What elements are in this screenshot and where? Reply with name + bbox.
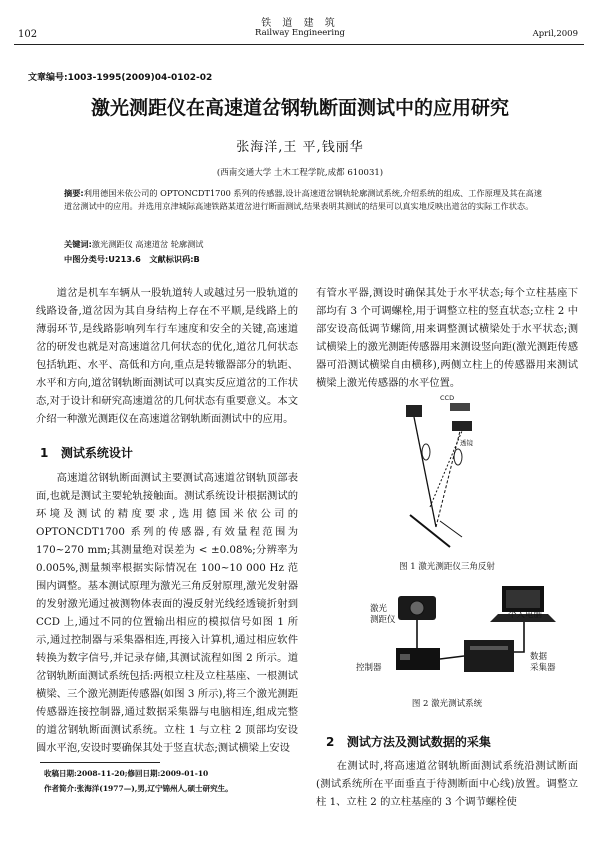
section-1-body	[36, 469, 298, 757]
keywords-label: 关键词:	[64, 239, 92, 249]
section-1-text: 高速道岔钢轨断面测试主要测试高速道岔钢轨顶部表面,也就是测试主要轮轨接触面。测试系统设计根据测试的环境及测试的精度要求,选用德国米依公司的 OPTONCDT1700 系列的传感器,有效量程范围为 170~270 mm;其测量绝对误差为 < ±0.08%;分辨率为 0.005%,测量频率根据实际情况在 100~10 000 Hz 范围内调整。基本测试原理为激光三角反射原理,激光发射器的发射激光通过被测物体表面的漫反射光线经透镜折射到 CCD 上,通过不同的位置输出相应的模拟信号如图 1 所示,通过控制器与采集器相连,再接入计算机,通过相应软件转换为数字信号,并记录存储,其测试流程如图 2 所示。道岔钢轨断面测试系统包括:两根立柱及立柱基座、一根测试横梁、三个激光测距传感器(如图 3 所示),将三个激光测距传感器连接控制器,通过数据采集器与电脑相连,组成完整的道岔钢轨断面测试系统。立柱 1 与立柱 2 顶部均安设圆水平泡,安设时要确保其处于竖直状态;测试横梁上安设	[36, 472, 298, 754]
keywords	[64, 238, 204, 251]
wire-controller-daq	[440, 656, 464, 659]
laser-emitter-shape	[406, 405, 422, 417]
footnote-received: 收稿日期:2008-11-20;修回日期:2009-01-10	[44, 769, 209, 778]
section-1-number: 1	[40, 446, 49, 460]
figure-1-caption: 图 1 激光测距仪三角反射	[399, 562, 495, 572]
section-2-number: 2	[326, 735, 335, 749]
figure-2-caption: 图 2 激光测试系统	[411, 699, 483, 709]
authors: 张海洋,王 平,钱丽华	[236, 140, 364, 155]
section-1-heading	[40, 444, 133, 461]
object-surface-2	[440, 521, 462, 537]
continuation-text: 有管水平器,测设时确保其处于水平状态;每个立柱基座下部均有 3 个可调螺栓,用于调整立柱的竖直状态;立柱 2 中部安设高低调节螺筒,用来调整测试横梁处于水平状态;测试横梁上的激光测距传感器用来测设竖向距(激光测距传感器可沿测试横梁自由横移),两侧立柱上的传感器用来测试横梁上激光传感器的水平位置。	[316, 287, 578, 389]
section-2-text: 在测试时,将高速道岔钢轨断面测试系统沿测试断面(测试系统所在平面垂直于待测断面中心线)放置。调整立柱 1、立柱 2 的立柱基座的 3 个调节螺栓使	[316, 760, 578, 808]
abstract-label: 摘要:	[64, 188, 84, 198]
fig1-label-ccd: CCD	[440, 394, 455, 402]
section-1-title: 测试系统设计	[60, 446, 133, 460]
doc-code-label: 文献标识码:	[149, 254, 194, 264]
footnote-rule	[40, 762, 160, 763]
doc-code: B	[193, 254, 200, 264]
issue-date: April,2009	[532, 29, 578, 39]
figure-1-diagram	[390, 397, 500, 567]
lens-left-shape	[422, 444, 430, 460]
daq-shape	[464, 640, 514, 672]
section-2-heading	[326, 733, 491, 750]
fig2-label-controller: 控制器	[356, 663, 382, 673]
abstract	[64, 187, 542, 213]
daq-slot-shape	[470, 646, 508, 650]
classification	[64, 253, 200, 266]
rangefinder-lens-shape	[410, 601, 424, 615]
intro-paragraph	[36, 284, 298, 428]
keywords-text: 激光测距仪 高速道岔 轮廓测试	[91, 239, 204, 249]
ccd-shape	[450, 403, 470, 411]
affiliation: (西南交通大学 土木工程学院,成都 610031)	[216, 168, 384, 178]
intro-text: 道岔是机车车辆从一股轨道转人或越过另一股轨道的线路设备,道岔因为其自身结构上存在不平顺,是线路上的薄弱环节,是线路影响列车行车速度和安全的关键,高速道岔的研发也就是对高速道岔几何状态的优化,道岔几何状态包括轨距、水平、高低和方向,重点是转辙器部分的轨距、水平和方向,道岔钢轨断面测试可以真实反应道岔的工作状态,对于设计和研究高速道岔的几何状态有重要意义。本文介绍一种激光测距仪在高速道岔钢轨断面测试中的应用。	[36, 287, 298, 425]
clc-label: 中图分类号:	[64, 254, 109, 264]
paper-title: 激光测距仪在高速道岔钢轨断面测试中的应用研究	[90, 97, 509, 119]
laptop-display-shape	[506, 590, 540, 608]
article-number: 文章编号:1003-1995(2009)04-0102-02	[28, 73, 213, 83]
page-number: 102	[18, 29, 38, 40]
section-2-body	[316, 757, 578, 811]
fig2-label-daq: 数据 采集器	[530, 652, 556, 673]
header-rule	[14, 44, 584, 45]
section-2-title: 测试方法及测试数据的采集	[346, 735, 491, 749]
fig2-label-laser: 激光 测距仪	[370, 604, 396, 625]
fig1-label-lens: 透镜	[460, 439, 473, 447]
abstract-text: 利用德国米依公司的 OPTONCDT1700 系列的传感器,设计高速道岔钢轨轮廓测试系统,介绍系统的组成、工作原理及其在高速道岔测试中的应用。并选用京津城际高速铁路某道岔进行断面测试,结果表明其测试的结果可以真实地反映出道岔的实际工作状态。	[64, 188, 542, 211]
reflect-beam	[436, 431, 460, 527]
right-column-continuation	[316, 284, 578, 392]
journal-name-cn: 铁 道 建 筑	[261, 18, 339, 29]
controller-panel-shape	[400, 654, 410, 660]
clc-code: U213.6	[108, 254, 141, 264]
ccd-sensor-shape	[452, 421, 472, 431]
journal-name-en: Railway Engineering	[254, 28, 346, 38]
object-surface	[410, 515, 450, 547]
fig2-label-pc: 个人电脑	[508, 610, 543, 620]
footnote-author-bio: 作者简介:张海洋(1977—),男,辽宁锦州人,硕士研究生。	[44, 784, 233, 793]
wire-daq-pc	[514, 622, 524, 652]
emit-beam	[414, 417, 436, 527]
